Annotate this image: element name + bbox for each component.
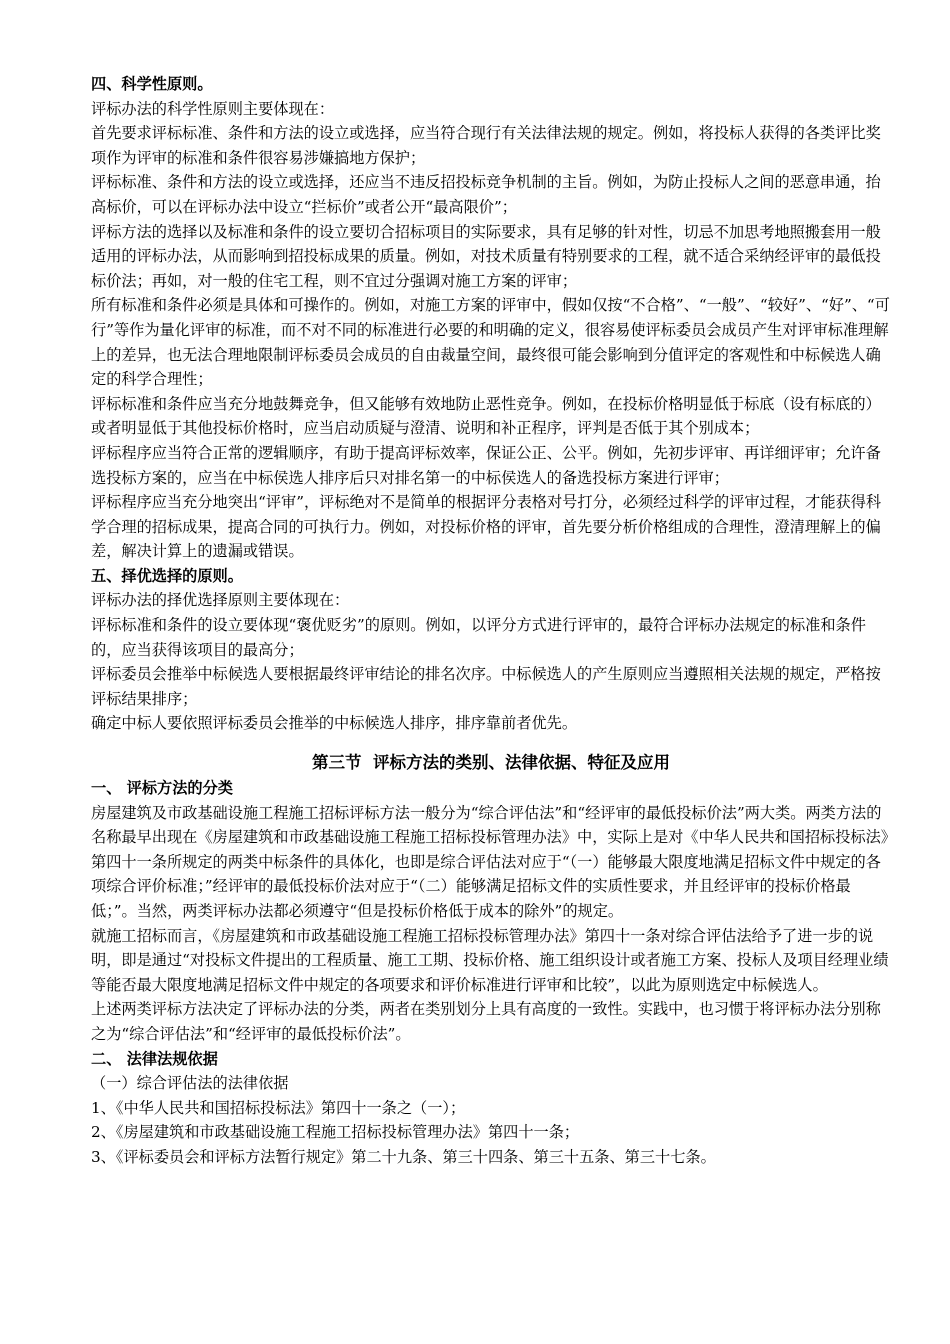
- section5-para-2: 评标委员会推举中标候选人要根据最终评审结论的排名次序。中标候选人的产生原则应当遵照相关法规的规定，严格按评标结果排序；: [91, 665, 881, 708]
- section4-para-4: 所有标准和条件必须是具体和可操作的。例如，对施工方案的评审中，假如仅按“不合格”、“一般”、“较好”、“好”、“可行”等作为量化评审的标准，而不对不同的标准进行必要的和明确的定义，很容易使评标委员会成员产生对评审标准理解上的差异，也无法合理地限制评标委员会成员的自由裁量空间，最终很可能会影响到分值评定的客观性和中标候选人确定的科学合理性；: [91, 296, 890, 389]
- part1-para-2: 上述两类评标方法决定了评标办法的分类，两者在类别划分上具有高度的一致性。实践中，也习惯于将评标办法分别称之为“综合评估法”和“经评审的最低投标价法”。: [91, 1000, 881, 1043]
- section4-para-3: 评标方法的选择以及标准和条件的设立要切合招标项目的实际要求，具有足够的针对性，切忌不加思考地照搬套用一般适用的评标办法，从而影响到招投标成果的质量。例如，对技术质量有特别要求的工程，就不适合采纳经评审的最低投标价法；再如，对一般的住宅工程，则不宜过分强调对施工方案的评审；: [91, 222, 881, 290]
- section4-para-7: 评标程序应当充分地突出“评审”，评标绝对不是简单的根据评分表格对号打分，必须经过科学的评审过程，才能获得科学合理的招标成果，提高合同的可执行力。例如，对投标价格的评审，首先要分析价格组成的合理性，澄清理解上的偏差，解决计算上的遗漏或错误。: [91, 493, 882, 561]
- part2-heading: 二、 法律法规依据: [91, 1049, 218, 1068]
- section4-heading: 四、科学性原则。: [91, 75, 213, 93]
- section4-para-1: 首先要求评标标准、条件和方法的设立或选择，应当符合现行有关法律法规的规定。例如，将投标人获得的各类评比奖项作为评审的标准和条件很容易涉嫌搞地方保护；: [91, 124, 881, 167]
- part2-item-2: 3、《评标委员会和评标方法暂行规定》第二十九条、第三十四条、第三十五条、第三十七条。: [91, 1147, 716, 1166]
- part2-subheading: （一）综合评估法的法律依据: [91, 1074, 289, 1093]
- part2-item-0: 1、《中华人民共和国招标投标法》第四十一条之（一）；: [91, 1098, 466, 1117]
- section4-para-2: 评标标准、条件和方法的设立或选择，还应当不违反招投标竞争机制的主旨。例如，为防止投标人之间的恶意串通，抬高标价，可以在评标办法中设立“拦标价”或者公开“最高限价”；: [91, 173, 881, 216]
- part2-item-1: 2、《房屋建筑和市政基础设施工程施工招标投标管理办法》第四十一条；: [91, 1123, 580, 1142]
- section4-para-0: 评标办法的科学性原则主要体现在：: [91, 99, 334, 118]
- document-page: [91, 72, 891, 1170]
- part1-para-1: 就施工招标而言，《房屋建筑和市政基础设施工程施工招标投标管理办法》第四十一条对综合评估法给予了进一步的说明，即是通过“对投标文件提出的工程质量、施工工期、投标价格、施工组织设计或者施工方案、投标人及项目经理业绩等能否最大限度地满足招标文件中规定的各项要求和评价标准进行评审和比较”，以此为原则选定中标候选人。: [91, 926, 889, 994]
- section4-para-6: 评标程序应当符合正常的逻辑顺序，有助于提高评标效率，保证公正、公平。例如，先初步评审、再详细评审；允许备选投标方案的，应当在中标侯选人排序后只对排名第一的中标侯选人的备选投标方案进行评审；: [91, 443, 881, 487]
- section5-para-0: 评标办法的择优选择原则主要体现在：: [91, 591, 350, 610]
- part1-heading: 一、 评标方法的分类: [91, 779, 233, 798]
- section4-para-5: 评标标准和条件应当充分地鼓舞竞争，但又能够有效地防止恶性竞争。例如，在投标价格明显低于标底（设有标底的）或者明显低于其他投标价格时，应当启动质疑与澄清、说明和补正程序，评判是否低于其个别成本；: [91, 394, 881, 438]
- chapter-title: 第三节 评标方法的类别、法律依据、特征及应用: [312, 753, 670, 773]
- part1-para-0: 房屋建筑及市政基础设施工程施工招标评标方法一般分为“综合评估法”和“经评审的最低投标价法”两大类。两类方法的名称最早出现在《房屋建筑和市政基础设施工程施工招标投标管理办法》中，实际上是对《中华人民共和国招标投标法》第四十一条所规定的两类中标条件的具体化，也即是综合评估法对应于“（一）能够最大限度地满足招标文件中规定的各项综合评价标准；”经评审的最低投标价法对应于“（二）能够满足招标文件的实质性要求，并且经评审的投标价格最低；”。当然，两类评标办法都必须遵守“但是投标价格低于成本的除外”的规定。: [91, 803, 889, 920]
- section5-heading: 五、择优选择的原则。: [91, 566, 243, 585]
- section5-para-3: 确定中标人要依照评标委员会推举的中标候选人排序，排序靠前者优先。: [91, 714, 577, 733]
- section5-para-1: 评标标准和条件的设立要体现“褒优贬劣”的原则。例如，以评分方式进行评审的，最符合评标办法规定的标准和条件的，应当获得该项目的最高分；: [91, 616, 866, 659]
